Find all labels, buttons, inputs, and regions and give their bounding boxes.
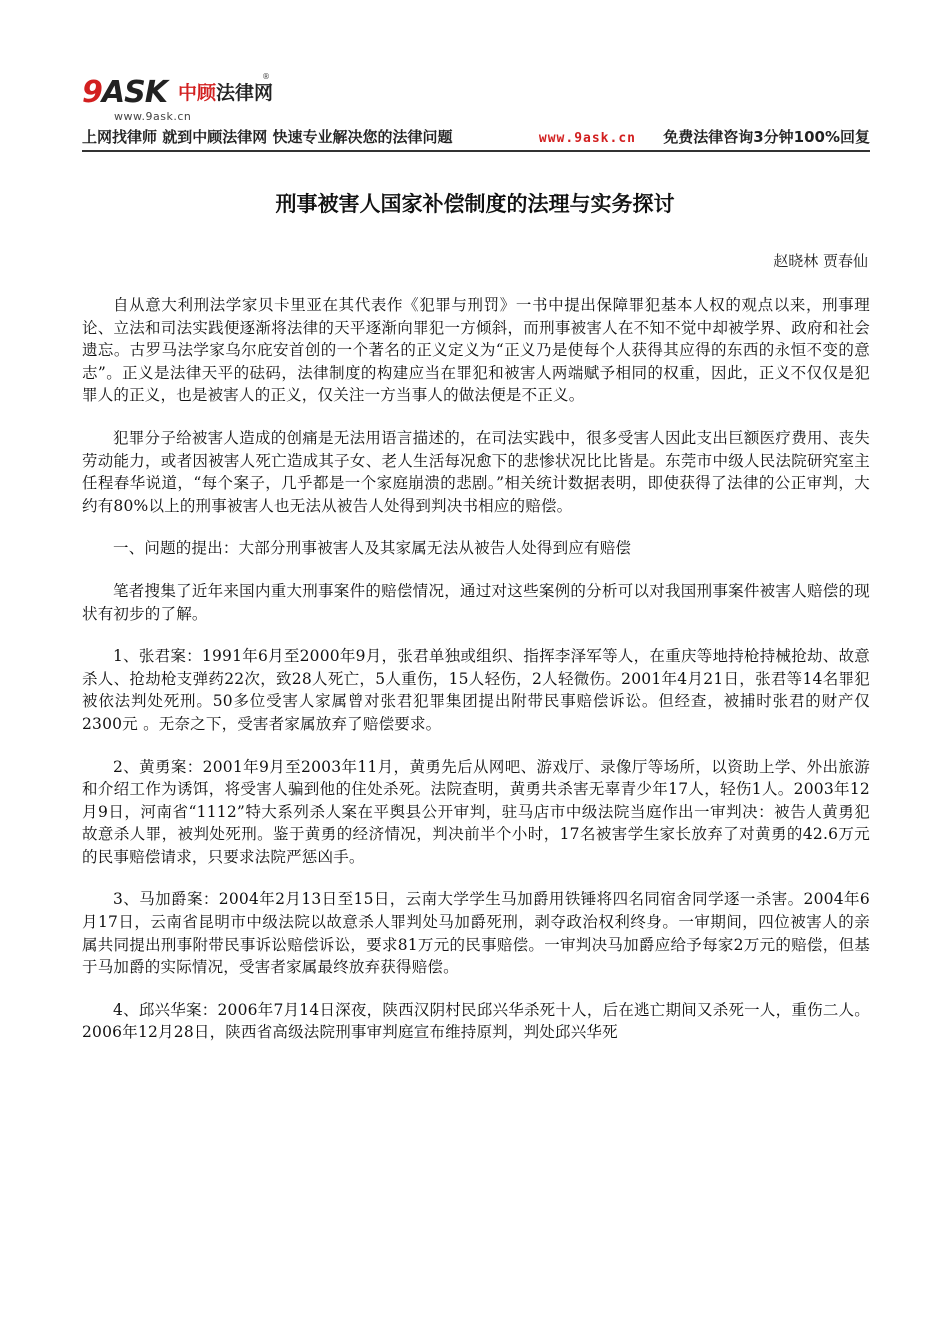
header-consult-text: 免费法律咨询3分钟100%回复 xyxy=(663,128,870,146)
article-title: 刑事被害人国家补偿制度的法理与实务探讨 xyxy=(275,192,675,216)
section-heading: 一、问题的提出：大部分刑事被害人及其家属无法从被告人处得到应有赔偿 xyxy=(113,539,632,558)
logo-ask: ASK xyxy=(101,75,167,110)
article-authors: 赵晓林 贾春仙 xyxy=(773,252,868,270)
header-slogan: 上网找律师 就到中顾法律网 快速专业解决您的法律问题 xyxy=(82,128,453,146)
header-site-link[interactable]: www.9ask.cn xyxy=(538,131,636,146)
article-body xyxy=(82,294,870,1064)
site-header xyxy=(82,68,870,158)
header-right xyxy=(539,126,870,147)
header-divider xyxy=(82,150,870,152)
paragraph: 4、邱兴华案：2006年7月14日深夜，陕西汉阴村民邱兴华杀死十人，后在逃亡期间又杀死一人，重伤二人。2006年12月28日，陕西省高级法院刑事审判庭宣布维持原判，判处邱兴华死 xyxy=(82,1000,870,1042)
paragraph: 3、马加爵案：2004年2月13日至15日，云南大学学生马加爵用铁锤将四名同宿舍同学逐一杀害。2004年6月17日，云南省昆明市中级法院以故意杀人罪判处马加爵死刑，剥夺政治权利终身。一审期间，四位被害人的亲属共同提出刑事附带民事诉讼赔偿诉讼，要求81万元的民事赔偿。一审判决马加爵应给予每家2万元的赔偿，但基于马加爵的实际情况，受害者家属最终放弃获得赔偿。 xyxy=(82,890,870,977)
logo-mark xyxy=(82,76,167,110)
logo-nine: 9 xyxy=(82,75,102,110)
paragraph: 犯罪分子给被害人造成的创痛是无法用语言描述的，在司法实践中，很多受害人因此支出巨额医疗费用、丧失劳动能力，或者因被害人死亡造成其子女、老人生活每况愈下的悲惨状况比比皆是。东莞市中级人民法院研究室主任程春华说道，“每个案子，几乎都是一个家庭崩溃的悲剧。”相关统计数据表明，即使获得了法律的公正审判，大约有80%以上的刑事被害人也无法从被告人处得到判决书相应的赔偿。 xyxy=(82,428,870,515)
registered-mark: ® xyxy=(262,72,270,81)
paragraph: 自从意大利刑法学家贝卡里亚在其代表作《犯罪与刑罚》一书中提出保障罪犯基本人权的观点以来，刑事理论、立法和司法实践便逐渐将法律的天平逐渐向罪犯一方倾斜，而刑事被害人在不知不觉中却被学界、政府和社会遗忘。古罗马法学家乌尔庇安首创的一个著名的正义定义为“正义乃是使每个人获得其应得的东西的永恒不变的意志”。正义是法律天平的砝码，法律制度的构建应当在罪犯和被害人两端赋予相同的权重，因此，正义不仅仅是犯罪人的正义，也是被害人的正义，仅关注一方当事人的做法便是不正义。 xyxy=(82,296,870,405)
logo-url: www.9ask.cn xyxy=(114,110,192,123)
paragraph: 笔者搜集了近年来国内重大刑事案件的赔偿情况，通过对这些案例的分析可以对我国刑事案件被害人赔偿的现状有初步的了解。 xyxy=(82,581,870,623)
paragraph: 1、张君案：1991年6月至2000年9月，张君单独或组织、指挥李泽军等人，在重庆等地持枪持械抢劫、故意杀人、抢劫枪支弹药22次，致28人死亡，5人重伤，15人轻伤，2人轻微伤。2001年4月21日，张君等14名罪犯被依法判处死刑。50多位受害人家属曾对张君犯罪集团提出附带民事赔偿诉讼。但经查，被捕时张君的财产仅2300元 。无奈之下，受害者家属放弃了赔偿要求。 xyxy=(82,647,870,733)
logo-brand-name xyxy=(178,80,273,106)
logo-brand-dark: 法律网 xyxy=(216,82,274,104)
paragraph: 2、黄勇案：2001年9月至2003年11月，黄勇先后从网吧、游戏厅、录像厅等场所，以资助上学、外出旅游和介绍工作为诱饵，将受害人骗到他的住处杀死。法院查明，黄勇共杀害无辜青少年17人，轻伤1人。2003年12月9日，河南省“1112”特大系列杀人案在平舆县公开审判，驻马店市中级法院当庭作出一审判决：被告人黄勇犯故意杀人罪，被判处死刑。鉴于黄勇的经济情况，判决前半个小时，17名被害学生家长放弃了对黄勇的42.6万元的民事赔偿请求，只要求法院严惩凶手。 xyxy=(82,757,870,866)
logo-brand-red: 中顾 xyxy=(178,82,217,104)
